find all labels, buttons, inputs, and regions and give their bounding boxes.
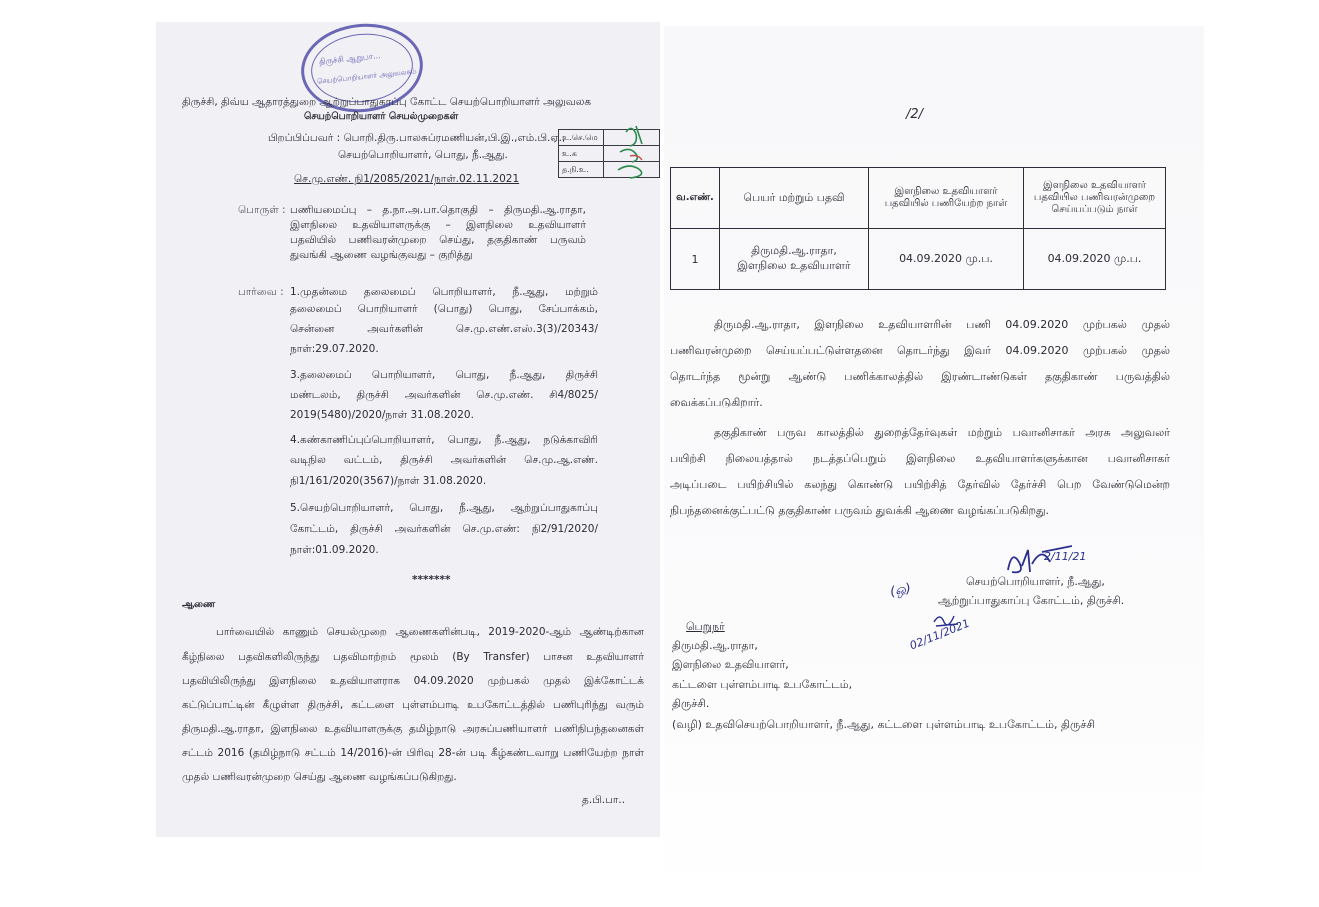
office-header: திருச்சி, திவ்ய ஆதாரத்துறை ஆற்றுப்பாதுகாப்பு கோட்ட செயற்பொறியாளர் அலுவலக	[182, 96, 592, 108]
reference-line: வடிநில வட்டம், திருச்சி அவர்களின் செ.மு.ஆ.எண்.	[290, 454, 598, 466]
received-initials	[932, 608, 962, 630]
reference-line: நாள்:01.09.2020.	[290, 544, 379, 556]
table-cell-regularised: 04.09.2020 மு.ப.	[1024, 229, 1166, 290]
subject-label: பொருள் :	[238, 204, 286, 216]
reference-line: நி1/161/2020(3567)/நாள் 31.08.2020.	[290, 475, 487, 487]
reference-line: 4.கண்காணிப்புப்பொறியாளர், பொது, நீ.ஆது, நடுக்காவிரி	[290, 434, 598, 446]
reference-line: 2019(5480)/2020/நாள் 31.08.2020.	[290, 409, 474, 421]
please-turn-over: த.பி.பா..	[582, 794, 626, 806]
via-line: (வழி) உதவிசெயற்பொறியாளர், நீ.ஆது, கட்டளை புள்ளம்பாடி உபகோட்டம், திருச்சி	[672, 718, 1095, 731]
presented-designation: செயற்பொறியாளர், பொது, நீ.ஆது.	[338, 149, 508, 161]
table-header-row	[671, 168, 1166, 229]
paragraph-line: அடிப்படை பயிற்சியில் கலந்து கொண்டு பயிற்சித் தேர்வில் தேர்ச்சி பெற வேண்டுமென்ற	[670, 478, 1170, 491]
separator-stars: *******	[412, 574, 451, 586]
order-body-line: திருமதி.ஆ.ராதா, இளநிலை உதவியாளருக்கு தமிழ்நாடு அரசுப்பணியாளர் பணிநிபந்தனைகள்	[182, 723, 644, 735]
initials-cell: த.நி.உ.	[559, 162, 604, 178]
employee-name: திருமதி.ஆ.ராதா,	[751, 244, 837, 257]
order-body-line: முதல் பணிவரன்முறை செய்து ஆணை வழங்கப்படுகிறது.	[182, 771, 457, 783]
paragraph-line: தொடர்ந்த மூன்று ஆண்டு பணிக்காலத்தில் இரண்டாண்டுகள் தகுதிகாண் பருவத்தில்	[670, 370, 1170, 383]
table-header: இளநிலை உதவியாளர் பதவியில பணிவரன்முறை செய்யப்படும் நாள்	[1024, 168, 1166, 229]
signatory-designation: செயற்பொறியாளர், நீ.ஆது,	[966, 575, 1105, 588]
regularisation-table	[670, 167, 1166, 290]
received-date: 02/11/2021	[907, 616, 972, 653]
paragraph-line: பயிற்சி நிலையத்தால் நடத்தப்பெறும் இளநிலை உதவியாளர்களுக்கான பவானிசாகர்	[670, 452, 1170, 465]
order-body-line: பதவியிலிருந்து இளநிலை உதவியாளராக 04.09.2020 முற்பகல் முதல் இக்கோட்டக்	[182, 675, 644, 687]
proceedings-heading: செயற்பொறியாளர் செயல்முறைகள்	[304, 111, 459, 122]
table-header: இளநிலை உதவியாளர் பதவியில் பணியேற்ற நாள்	[869, 168, 1024, 229]
reference-label: பார்வை :	[238, 286, 284, 298]
recipient-line: இளநிலை உதவியாளர்,	[672, 658, 789, 671]
reference-line: 3.தலைமைப் பொறியாளர், பொது, நீ.ஆது, திருச்சி	[290, 369, 598, 381]
signature-date: 2/11/21	[1044, 550, 1087, 563]
order-body-line: கட்டுப்பாட்டின் கீழுள்ள திருச்சி, கட்டளை புள்ளம்பாடி உபகோட்டத்தில் பணிபுரிந்து வரும்	[182, 699, 644, 711]
recipient-line: திருமதி.ஆ.ராதா,	[672, 639, 758, 652]
recipient-line: திருச்சி.	[672, 697, 710, 710]
presented-by: பிறப்பிப்பவர் : பொறி.திரு.பாலசுப்ரமணியன்,பி.இ.,எம்.பி.ஏ.,	[268, 132, 566, 144]
paragraph-training	[670, 420, 1170, 524]
seal-text-2: செயற்பொறியாளர் அலுவலகம்	[316, 67, 417, 86]
paragraph-probation	[670, 312, 1170, 416]
order-body-line: கீழ்நிலை பதவிகளிலிருந்து பதவிமாற்றம் மூலம் (By Transfer) பாசன உதவியாளர்	[182, 651, 644, 663]
table-header: பெயர் மற்றும் பதவி	[720, 168, 869, 229]
reference-line: 1.முதன்மை தலைமைப் பொறியாளர், நீ.ஆது, மற்றும்	[290, 286, 598, 298]
paragraph-line: நிபந்தனைக்குட்பட்டு தகுதிகாண் பருவம் துவக்கி ஆணை வழங்கப்படுகிறது.	[670, 504, 1049, 517]
reference-line: கோட்டம், திருச்சி அவர்களின் செ.மு.எண்: நி2/91/2020/	[290, 523, 598, 535]
seal-text-1: திருச்சி ஆறுபா...	[318, 51, 382, 67]
handwritten-mark: (ஒ)	[888, 580, 913, 601]
table-row	[671, 229, 1166, 290]
page-number: /2/	[906, 107, 924, 122]
employee-designation: இளநிலை உதவியாளர்	[737, 259, 851, 272]
initials-cell: உ.செ.மெ	[559, 130, 604, 146]
subject-line: இளநிலை உதவியாளருக்கு – இளநிலை உதவியாளர்	[290, 219, 586, 231]
recipient-line: கட்டளை புள்ளம்பாடி உபகோட்டம்,	[672, 678, 853, 691]
reference-line: தலைமைப் பொறியாளர் (பொது) பொது, சேப்பாக்கம்,	[290, 303, 598, 315]
order-body-line: பார்வையில் காணும் செயல்முறை ஆணைகளின்படி, 2019-2020-ஆம் ஆண்டிற்கான	[216, 626, 644, 638]
reference-line: நாள்:29.07.2020.	[290, 343, 379, 355]
order-page-2	[664, 26, 1204, 896]
subject-line: துவங்கி ஆணை வழங்குவது – குறித்து	[290, 249, 473, 261]
paragraph-line: வைக்கப்படுகிறார்.	[670, 396, 763, 409]
recipient-label: பெறுநர்	[686, 620, 725, 633]
paragraph-line: பணிவரன்முறை செய்யப்பட்டுள்ளதனை தொடர்ந்து இவர் 04.09.2020 முற்பகல் முதல்	[670, 344, 1170, 357]
order-reference-number: செ.மு.எண். நி1/2085/2021/நாள்.02.11.2021	[294, 173, 520, 185]
order-page-1	[156, 22, 660, 837]
subject-line: பதவியில் பணிவரன்முறை செய்து, தகுதிகாண் பருவம்	[290, 234, 586, 246]
subject-line: பணியமைப்பு – த.நா.அ.பா.தொகுதி – திருமதி.ஆ.ராதா,	[290, 204, 586, 216]
reference-line: மண்டலம், திருச்சி அவர்களின் செ.மு.எண். சி4/8025/	[290, 389, 598, 401]
order-body-line: சட்டம் 2016 (தமிழ்நாடு சட்டம் 14/2016)-ன் பிரிவு 28-ன் படி கீழ்கண்டவாறு பணியேற்ற நாள்	[182, 747, 644, 759]
signatory-office: ஆற்றுப்பாதுகாப்பு கோட்டம், திருச்சி.	[938, 594, 1125, 607]
paragraph-line: தகுதிகாண் பருவ காலத்தில் துறைத்தேர்வுகள் மற்றும் பவானிசாகர் அரசு அலுவலர்	[714, 426, 1170, 439]
table-cell-sno: 1	[671, 229, 720, 290]
initials-scribbles	[612, 122, 660, 188]
table-cell-name	[720, 229, 869, 290]
table-cell-joined: 04.09.2020 மு.ப.	[869, 229, 1024, 290]
table-header: வ.எண்.	[671, 168, 720, 229]
order-heading: ஆணை	[182, 599, 216, 610]
initials-cell: உ.க	[559, 146, 604, 162]
paragraph-line: திருமதி.ஆ.ராதா, இளநிலை உதவியாளரின் பணி 04.09.2020 முற்பகல் முதல்	[714, 318, 1170, 331]
reference-line: 5.செயற்பொறியாளர், பொது, நீ.ஆது, ஆற்றுப்பாதுகாப்பு	[290, 502, 598, 514]
reference-line: சென்னை அவர்களின் செ.மு.எண்.எஸ்.3(3)/20343/	[290, 323, 598, 335]
